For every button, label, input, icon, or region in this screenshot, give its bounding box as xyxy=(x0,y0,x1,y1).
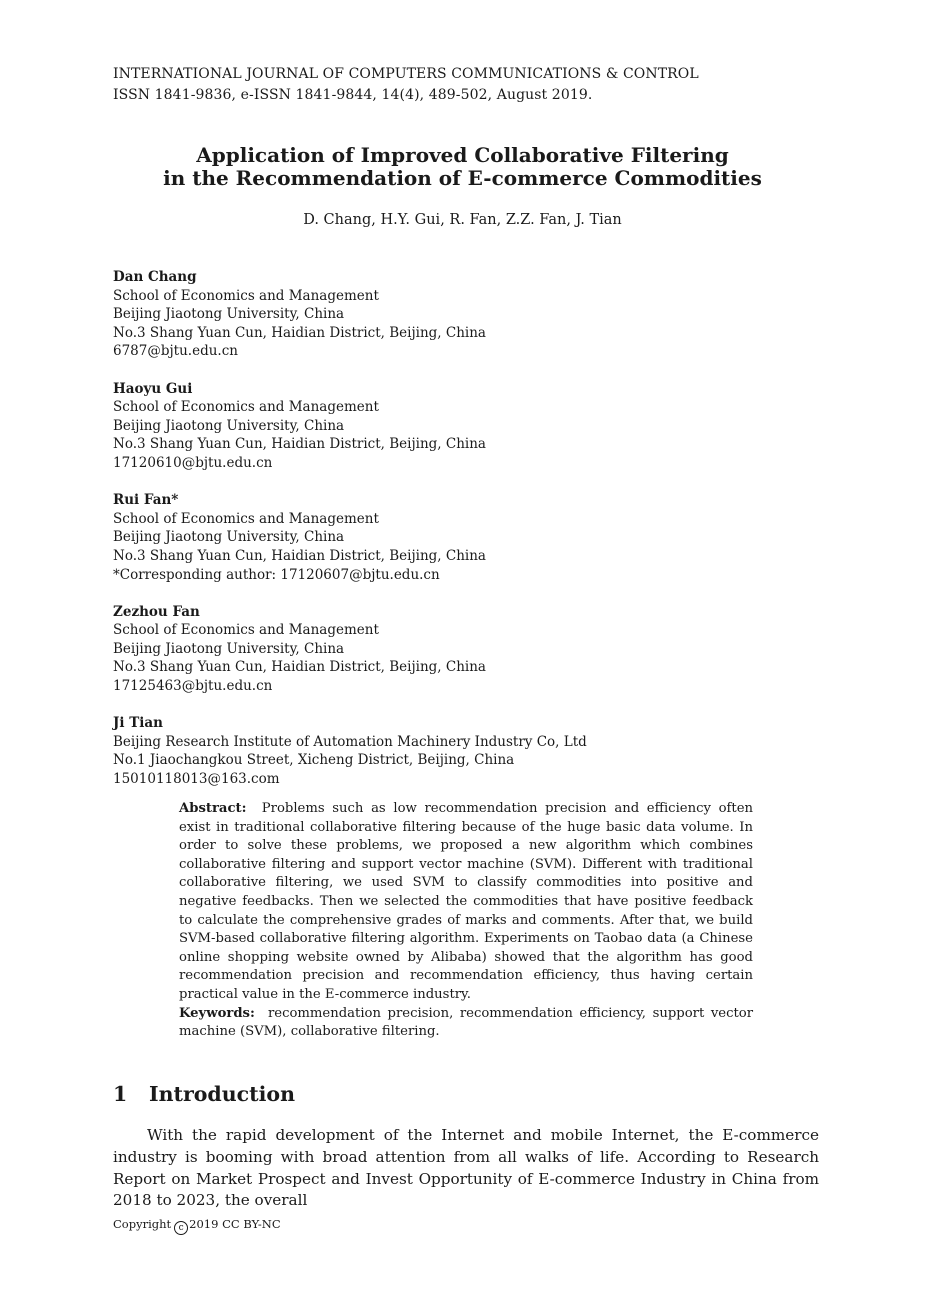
title-line-1: Application of Improved Collaborative Filtering xyxy=(196,143,729,167)
author-affiliation-line: No.3 Shang Yuan Cun, Haidian District, Beijing, China xyxy=(113,436,486,453)
keywords-text: recommendation precision, recommendation efficiency, support vector machine (SVM), collaborative filtering. xyxy=(179,1005,753,1040)
author-email: 17125463@bjtu.edu.cn xyxy=(113,678,273,695)
author-affiliation-line: No.3 Shang Yuan Cun, Haidian District, Beijing, China xyxy=(113,324,486,341)
author-byline: D. Chang, H.Y. Gui, R. Fan, Z.Z. Fan, J. Tian xyxy=(303,212,622,228)
section-title: Introduction xyxy=(149,1082,295,1106)
author-affiliation-line: School of Economics and Management xyxy=(113,622,379,639)
author-email: *Corresponding author: 17120607@bjtu.edu.cn xyxy=(113,566,440,583)
author-name: Dan Chang xyxy=(113,269,197,285)
section-heading xyxy=(113,1082,295,1106)
author-affiliation-line: School of Economics and Management xyxy=(113,399,379,416)
author-affiliation-line: No.1 Jiaochangkou Street, Xicheng District, Beijing, China xyxy=(113,752,515,769)
author-block xyxy=(113,491,587,584)
author-name: Haoyu Gui xyxy=(113,380,193,397)
author-name: Rui Fan* xyxy=(113,492,179,509)
author-affiliation-line: School of Economics and Management xyxy=(113,510,379,527)
author-affiliation-line: Beijing Jiaotong University, China xyxy=(113,640,345,657)
abstract xyxy=(179,800,753,1042)
section-number: 1 xyxy=(113,1082,128,1106)
author-block xyxy=(113,603,587,696)
author-affiliation-line: Beijing Jiaotong University, China xyxy=(113,306,345,323)
author-affiliation-line: Beijing Jiaotong University, China xyxy=(113,529,345,546)
author-email: 17120610@bjtu.edu.cn xyxy=(113,454,273,471)
copyright-footer xyxy=(113,1217,281,1235)
author-affiliation-line: No.3 Shang Yuan Cun, Haidian District, Beijing, China xyxy=(113,659,486,676)
author-name: Ji Tian xyxy=(113,715,163,732)
abstract-label: Abstract: xyxy=(179,801,247,816)
intro-paragraph: With the rapid development of the Internet and mobile Internet, the E-commerce industry is booming with broad attention from all walks of life. According to Research Report on Market Prospect and Invest Opportunity of E-commerce Industry in China from 2018 to 2023, the overall xyxy=(113,1126,819,1210)
author-block xyxy=(113,714,587,788)
author-email: 15010118013@163.com xyxy=(113,771,280,788)
abstract-text: Problems such as low recommendation precision and efficiency often exist in traditional collaborative filtering because of the huge basic data volume. In order to solve these problems, we proposed a new algorithm which combines collaborative filtering and support vector machine (SVM). Different with traditional collaborative filtering, we used SVM to classify commodities into positive and negative feedbacks. Then we selected the commodities that have positive feedback to calculate the comprehensive grades of marks and comments. After that, we build SVM-based collaborative filtering algorithm. Experiments on Taobao data (a Chinese online shopping website owned by Alibaba) showed that the algorithm has good recommendation precision and recommendation efficiency, thus having certain practical value in the E-commerce industry. xyxy=(179,801,753,1002)
author-affiliation-line: No.3 Shang Yuan Cun, Haidian District, Beijing, China xyxy=(113,547,486,564)
keywords-label: Keywords: xyxy=(179,1005,255,1021)
author-block xyxy=(113,268,587,361)
author-name: Zezhou Fan xyxy=(113,603,200,620)
copyright-text: 2019 CC BY-NC xyxy=(189,1217,281,1231)
copyright-label: Copyright xyxy=(113,1217,172,1231)
journal-header xyxy=(113,64,699,106)
author-affiliation-line: Beijing Research Institute of Automation Machinery Industry Co, Ltd xyxy=(113,733,587,750)
copyright-icon: c xyxy=(174,1221,188,1235)
author-affiliations xyxy=(113,268,587,807)
author-block xyxy=(113,380,587,473)
author-affiliation-line: School of Economics and Management xyxy=(113,287,379,304)
author-email: 6787@bjtu.edu.cn xyxy=(113,343,238,360)
paper-title xyxy=(0,144,925,190)
title-line-2: in the Recommendation of E-commerce Commodities xyxy=(163,166,762,190)
author-affiliation-line: Beijing Jiaotong University, China xyxy=(113,417,345,434)
journal-name: INTERNATIONAL JOURNAL OF COMPUTERS COMMUNICATIONS & CONTROL xyxy=(113,66,699,82)
journal-issn: ISSN 1841-9836, e-ISSN 1841-9844, 14(4), 489-502, August 2019. xyxy=(113,87,593,103)
